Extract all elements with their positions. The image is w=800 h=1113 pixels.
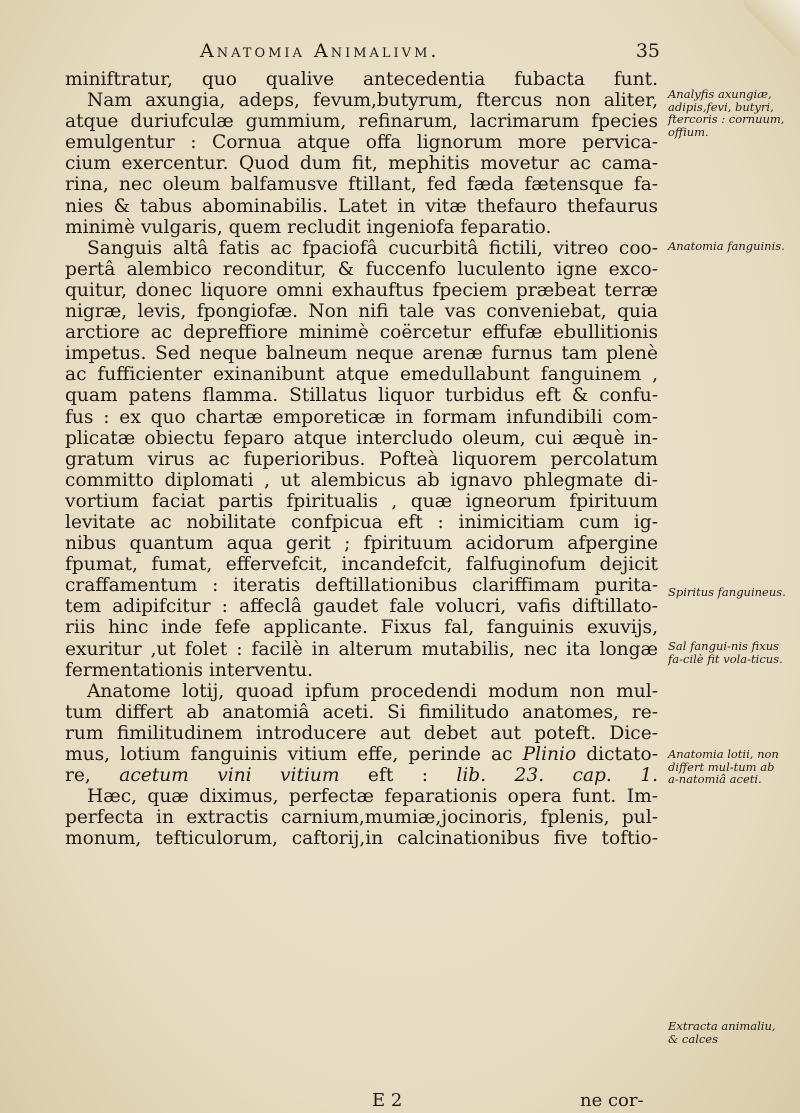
text-line: nibus quantum aqua gerit ; fpirituum acidorum afpergine (65, 533, 658, 555)
text-line: rina, nec oleum balfamusve ftillant, fed fæda fætensque fa- (65, 174, 658, 196)
text-line: quam patens flamma. Stillatus liquor turbidus eft & confu- (65, 385, 658, 407)
text-line: Hæc, quæ diximus, perfectæ feparationis opera funt. Im- (87, 786, 658, 808)
margin-note: Sal fangui-nis fixus fa-cilè fit vola-ticus. (668, 639, 783, 666)
book-reference: lib. 23. cap. 1. (456, 765, 658, 787)
text-line: pertâ alembico reconditur, & fuccenfo luculento igne exco- (65, 258, 658, 280)
text-line: fus : ex quo chartæ emporeticæ in formam infundibili com- (65, 406, 658, 428)
page-number: 35 (635, 40, 660, 62)
text-line: cium exercentur. Quod dum fit, mephitis movetur ac cama- (65, 153, 658, 175)
text-line-citation (65, 765, 658, 786)
text-line: levitate ac nobilitate confpicua eft : inimicitiam cum ig- (65, 511, 658, 533)
text-line: ac fufficienter exinanibunt atque emedullabunt fanguinem , (65, 364, 658, 386)
text-line: vortium faciat partis fpiritualis , quæ igneorum fpirituum (65, 490, 658, 512)
text-line: gratum virus ac fuperioribus. Pofteà liquorem percolatum (65, 448, 658, 470)
text-line: craffamentum : iteratis deftillationibus clariffimam purita- (65, 575, 658, 597)
text-line: fpumat, fumat, effervefcit, incandefcit, falfuginofum dejicit (65, 554, 658, 576)
text-line: Nam axungia, adeps, fevum,butyrum, ftercus non aliter, (87, 90, 658, 112)
margin-note: Anatomia lotii, non differt mul-tum ab a-natomiâ aceti. (668, 747, 779, 786)
text-fragment: eft : (339, 765, 457, 787)
signature-mark: E 2 (372, 1090, 403, 1111)
text-line: nies & tabus abominabilis. Latet in vitæ thefauro thefaurus (65, 195, 658, 217)
text-line: fermentationis interventu. (65, 659, 314, 681)
text-line: Sanguis altâ fatis ac fpaciofâ cucurbitâ fictili, vitreo coo- (87, 237, 658, 259)
running-header (200, 40, 660, 62)
catchword: ne cor- (580, 1090, 644, 1111)
text-line: perfecta in extractis carnium,mumiæ,jocinoris, fplenis, pul- (65, 807, 658, 829)
text-line: impetus. Sed neque balneum neque arenæ furnus tam plenè (65, 343, 658, 365)
text-line: atque duriufculæ gummium, refinarum, lacrimarum fpecies (65, 111, 658, 133)
text-fragment: mus, lotium fanguinis vitium effe, perinde ac (65, 744, 513, 765)
margin-note: Extracta animaliu, & calces (668, 1019, 776, 1046)
text-line: rum fimilitudinem introducere aut debet aut poteft. Dice- (65, 722, 658, 744)
text-line: monum, tefticulorum, caftorij,in calcinationibus five toftio- (65, 828, 658, 850)
quoted-phrase: acetum vini vitium (119, 765, 340, 787)
margin-note: Spiritus fanguineus. (668, 585, 786, 599)
text-line: emulgentur : Cornua atque offa lignorum more pervica- (65, 132, 658, 154)
text-line: nigræ, levis, fpongiofæ. Non nifi tale vas conveniebat, quia (65, 301, 658, 323)
text-line: miniftratur, quo qualive antecedentia fubacta funt. (65, 69, 658, 90)
text-line: arctiore ac depreffiore minimè coërcetur effufæ ebullitionis (65, 322, 658, 344)
margin-note: Anatomia fanguinis. (668, 239, 785, 253)
running-title: Anatomia Animalivm. (200, 40, 440, 62)
page-corner-fold (744, 0, 800, 56)
main-text (65, 69, 658, 849)
margin-note: Analyfis axungiæ, adipis,fevi, butyri, ftercoris : cornuum, offium. (668, 87, 785, 139)
text-line: Anatome lotij, quoad ipfum procedendi modum non mul- (87, 680, 658, 702)
text-line: committo diplomati , ut alembicus ab ignavo phlegmate di- (65, 469, 658, 491)
text-fragment: re, (65, 765, 120, 787)
text-line-pliny (65, 744, 658, 765)
text-line: tum differt ab anatomiâ aceti. Si fimilitudo anatomes, re- (65, 701, 658, 723)
text-line: plicatæ obiectu feparo atque intercludo oleum, cui æquè in- (65, 427, 658, 449)
text-line: quitur, donec liquore omni exhauftus fpeciem præbeat terræ (65, 279, 658, 301)
text-fragment: dictato- (576, 744, 658, 765)
text-line: minimè vulgaris, quem recludit ingeniofa feparatio. (65, 216, 552, 238)
text-line: tem adipifcitur : affeclâ gaudet fale volucri, vafis diftillato- (65, 596, 658, 618)
text-line: riis hinc inde fefe applicante. Fixus fal, fanguinis exuvijs, (65, 617, 658, 639)
text-line: exuritur ,ut folet : facilè in alterum mutabilis, nec ita longæ (65, 638, 658, 660)
author-name: Plinio (522, 744, 577, 765)
